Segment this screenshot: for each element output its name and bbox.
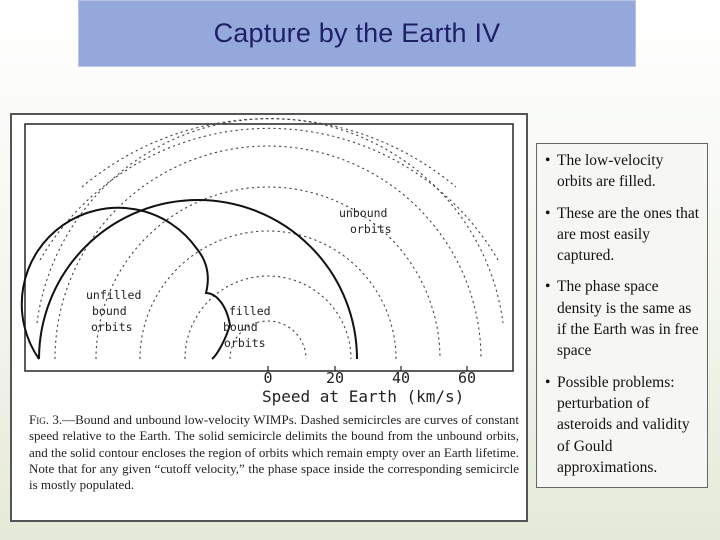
label-unbound-2: orbits — [350, 222, 392, 236]
label-unbound-1: unbound — [339, 206, 388, 220]
bullet-item: • These are the ones that are most easily captured. — [545, 203, 701, 267]
slide-title: Capture by the Earth IV — [213, 18, 501, 48]
bullet-panel — [536, 143, 708, 488]
bullet-item: • The phase space density is the same as if the Earth was in free space — [545, 276, 701, 361]
bullet-item: • Possible problems: perturbation of asteroids and validity of Gould approximations. — [545, 372, 701, 478]
speed-curve-3 — [140, 231, 396, 359]
bullet-list — [545, 150, 701, 478]
speed-curve-7 — [40, 128, 498, 260]
x-tick-60: 60 — [457, 369, 477, 387]
empty-region-contour — [22, 208, 230, 359]
label-filled-2: bound — [223, 320, 258, 334]
label-unfilled-1: unfilled — [86, 288, 142, 302]
label-filled-3: orbits — [224, 336, 266, 350]
slide-title-bar — [78, 0, 636, 67]
caption-text: —Bound and unbound low-velocity WIMPs. Dashed semicircles are curves of constant speed relative to the Earth. The solid semicircle delimits the bound from the unbound orbits, and the solid contour encloses the region of orbits which remain empty over an Earth lifetime. Note that for any given “cutoff velocity,” the phase space inside the corresponding semicircle is mostly populated. — [29, 412, 519, 493]
caption-figure-number: Fig. 3. — [29, 412, 63, 427]
x-tick-20: 20 — [325, 369, 345, 387]
x-tick-0: 0 — [263, 369, 273, 387]
x-tick-40: 40 — [391, 369, 411, 387]
bound-unbound-boundary — [39, 200, 357, 359]
label-unfilled-3: orbits — [91, 320, 133, 334]
label-filled-1: filled — [229, 304, 271, 318]
figure-panel — [10, 113, 528, 522]
figure-caption — [29, 412, 519, 493]
label-unfilled-2: bound — [92, 304, 127, 318]
x-axis-label: Speed at Earth (km/s) — [262, 387, 465, 406]
bullet-item: • The low-velocity orbits are filled. — [545, 150, 701, 193]
